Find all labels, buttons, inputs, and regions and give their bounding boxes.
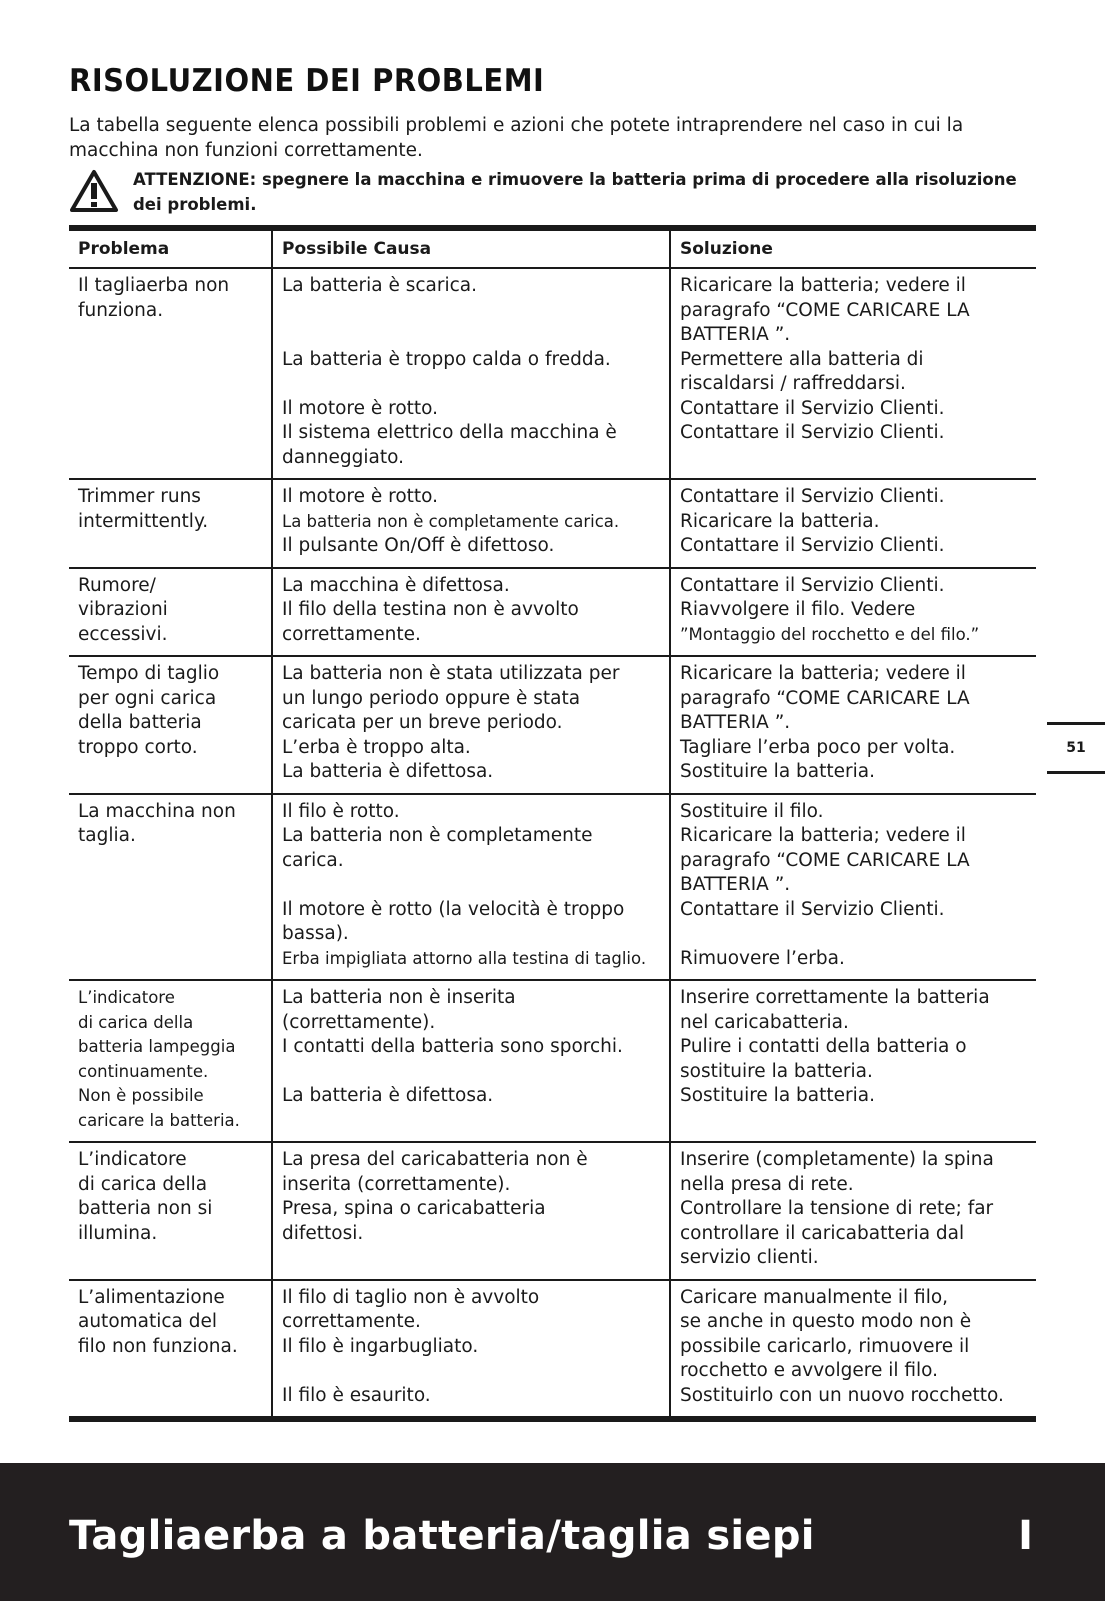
- header-cause: Possibile Causa: [272, 231, 670, 268]
- cell-cause: [272, 1280, 670, 1417]
- problem-line: di carica della: [78, 1012, 194, 1032]
- cause-line: La batteria non è inserita: [282, 987, 516, 1008]
- solution-line: Sostituire la batteria.: [680, 761, 875, 782]
- cell-solution: [670, 268, 1036, 479]
- table-body: [69, 268, 1036, 1416]
- cause-line: Erba impigliata attorno alla testina di taglio.: [282, 948, 647, 968]
- problem-line: troppo corto.: [78, 736, 198, 758]
- solution-line: Caricare manualmente il filo,: [680, 1286, 949, 1308]
- cell-problem: [69, 794, 272, 981]
- cause-line: La batteria è difettosa.: [282, 1085, 494, 1106]
- solution-line: possibile caricarlo, rimuovere il: [680, 1335, 970, 1357]
- cause-line: Il filo è esaurito.: [282, 1384, 431, 1406]
- cell-solution: [670, 980, 1036, 1142]
- cell-problem: [69, 1142, 272, 1280]
- problem-line: della batteria: [78, 712, 202, 733]
- solution-line: Contattare il Servizio Clienti.: [680, 535, 945, 556]
- solution-line: nella presa di rete.: [680, 1173, 854, 1195]
- warning-notice: [69, 167, 1029, 219]
- solution-line: Sostituirlo con un nuovo rocchetto.: [680, 1384, 1004, 1406]
- problem-line: L’indicatore: [78, 988, 175, 1007]
- cause-line: carica.: [282, 849, 344, 871]
- solution-line: Ricaricare la batteria; vedere il: [680, 275, 966, 296]
- cause-line: [282, 1359, 660, 1384]
- cell-problem: [69, 268, 272, 479]
- cause-line: L’erba è troppo alta.: [282, 736, 471, 758]
- cause-line: [282, 873, 660, 898]
- cause-line: I contatti della batteria sono sporchi.: [282, 1036, 623, 1057]
- cause-line: difettosi.: [282, 1222, 364, 1244]
- cause-line: Il filo di taglio non è avvolto: [282, 1286, 540, 1308]
- solution-line: Ricaricare la batteria; vedere il: [680, 663, 966, 684]
- table-row: [69, 479, 1036, 568]
- problem-line: funziona.: [78, 299, 164, 321]
- problem-line: L’alimentazione: [78, 1286, 225, 1308]
- page-title: RISOLUZIONE DEI PROBLEMI: [69, 62, 545, 99]
- problem-line: eccessivi.: [78, 623, 168, 645]
- cell-problem: [69, 656, 272, 794]
- solution-line: controllare il caricabatteria dal: [680, 1222, 965, 1244]
- problem-line: caricare la batteria.: [78, 1110, 240, 1130]
- problem-line: automatica del: [78, 1311, 218, 1332]
- problem-line: intermittently.: [78, 510, 209, 532]
- problem-line: di carica della: [78, 1173, 208, 1195]
- cause-line: un lungo periodo oppure è stata: [282, 687, 581, 709]
- table-row: [69, 656, 1036, 794]
- solution-line: nel caricabatteria.: [680, 1011, 849, 1033]
- solution-line: rocchetto e avvolgere il filo.: [680, 1360, 939, 1381]
- solution-line: ”Montaggio del rocchetto e del filo.”: [680, 624, 980, 644]
- solution-line: paragrafo “COME CARICARE LA: [680, 849, 970, 871]
- solution-line: Controllare la tensione di rete; far: [680, 1198, 994, 1219]
- solution-line: Contattare il Servizio Clienti.: [680, 574, 945, 596]
- warning-body: spegnere la macchina e rimuovere la batteria prima di procedere alla risoluzione dei problemi.: [133, 170, 1017, 214]
- cell-cause: [272, 656, 670, 794]
- cell-problem: [69, 1280, 272, 1417]
- cell-solution: [670, 1280, 1036, 1417]
- problem-line: Rumore/: [78, 574, 156, 596]
- cause-line: [282, 323, 660, 348]
- cause-line: danneggiato.: [282, 446, 405, 468]
- problem-line: batteria non si: [78, 1198, 213, 1219]
- solution-line: Contattare il Servizio Clienti.: [680, 397, 945, 419]
- problem-line: L’indicatore: [78, 1149, 187, 1170]
- cause-line: bassa).: [282, 923, 349, 944]
- solution-line: Tagliare l’erba poco per volta.: [680, 736, 956, 758]
- table-row: [69, 268, 1036, 479]
- solution-line: BATTERIA ”.: [680, 712, 791, 733]
- cell-solution: [670, 479, 1036, 568]
- cause-line: Il filo è ingarbugliato.: [282, 1335, 479, 1357]
- cause-line: La macchina è difettosa.: [282, 574, 510, 596]
- cell-cause: [272, 479, 670, 568]
- solution-line: Inserire (completamente) la spina: [680, 1149, 994, 1170]
- warning-label: ATTENZIONE:: [133, 170, 257, 189]
- cell-cause: [272, 794, 670, 981]
- intro-text: La tabella seguente elenca possibili problemi e azioni che potete intraprendere nel caso in cui la macchina non funzioni correttamente.: [69, 115, 964, 161]
- table-row: [69, 568, 1036, 657]
- cell-cause: [272, 980, 670, 1142]
- problem-line: vibrazioni: [78, 599, 168, 620]
- solution-line: Contattare il Servizio Clienti.: [680, 422, 945, 443]
- cause-line: [282, 372, 660, 397]
- cause-line: caricata per un breve periodo.: [282, 712, 563, 733]
- problem-line: taglia.: [78, 825, 136, 846]
- cell-problem: [69, 479, 272, 568]
- solution-line: Riavvolgere il filo. Vedere: [680, 599, 916, 620]
- problem-line: filo non funziona.: [78, 1335, 238, 1357]
- cause-line: Il motore è rotto.: [282, 486, 439, 507]
- solution-line: BATTERIA ”.: [680, 874, 791, 895]
- cell-cause: [272, 268, 670, 479]
- cell-problem: [69, 568, 272, 657]
- cell-cause: [272, 568, 670, 657]
- problem-line: La macchina non: [78, 800, 236, 822]
- solution-line: Ricaricare la batteria; vedere il: [680, 825, 966, 846]
- cause-line: Il sistema elettrico della macchina è: [282, 422, 617, 443]
- solution-line: Inserire correttamente la batteria: [680, 987, 990, 1008]
- solution-line: Rimuovere l’erba.: [680, 947, 845, 969]
- troubleshooting-table: [69, 225, 1036, 1422]
- solution-line: [680, 922, 1027, 947]
- solution-line: BATTERIA ”.: [680, 324, 791, 345]
- footer-bar: [0, 1463, 1105, 1601]
- cause-line: correttamente.: [282, 1311, 421, 1332]
- cause-line: [282, 1060, 660, 1085]
- cause-line: Il motore è rotto.: [282, 397, 439, 419]
- solution-line: Contattare il Servizio Clienti.: [680, 486, 945, 507]
- warning-triangle-icon: [69, 169, 119, 213]
- cell-solution: [670, 656, 1036, 794]
- header-solution: Soluzione: [670, 231, 1036, 268]
- table-row: [69, 1142, 1036, 1280]
- cause-line: Il motore è rotto (la velocità è troppo: [282, 898, 625, 920]
- cause-line: La batteria non è completamente carica.: [282, 511, 620, 531]
- table-header-row: [69, 231, 1036, 268]
- cause-line: La presa del caricabatteria non è: [282, 1149, 588, 1170]
- cause-line: La batteria è scarica.: [282, 275, 477, 296]
- cause-line: La batteria non è stata utilizzata per: [282, 663, 620, 684]
- cause-line: correttamente.: [282, 623, 421, 645]
- cause-line: (correttamente).: [282, 1011, 436, 1033]
- page-number: 51: [1047, 722, 1105, 774]
- cause-line: Presa, spina o caricabatteria: [282, 1198, 546, 1219]
- solution-line: se anche in questo modo non è: [680, 1311, 972, 1332]
- cause-line: inserita (correttamente).: [282, 1173, 511, 1195]
- problem-line: illumina.: [78, 1222, 158, 1244]
- solution-line: Sostituire la batteria.: [680, 1085, 875, 1106]
- solution-line: sostituire la batteria.: [680, 1060, 873, 1082]
- cell-solution: [670, 794, 1036, 981]
- cell-solution: [670, 1142, 1036, 1280]
- cause-line: La batteria è troppo calda o fredda.: [282, 348, 611, 370]
- solution-line: riscaldarsi / raffreddarsi.: [680, 373, 906, 394]
- cause-line: La batteria è difettosa.: [282, 761, 494, 782]
- solution-line: Ricaricare la batteria.: [680, 510, 880, 532]
- problem-line: Tempo di taglio: [78, 663, 220, 684]
- footer-title: Tagliaerba a batteria/taglia siepi: [69, 1513, 815, 1559]
- footer-language: I: [1018, 1513, 1033, 1559]
- table-row: [69, 1280, 1036, 1417]
- solution-line: paragrafo “COME CARICARE LA: [680, 687, 970, 709]
- header-problem: Problema: [69, 231, 272, 268]
- cell-solution: [670, 568, 1036, 657]
- table-row: [69, 980, 1036, 1142]
- cause-line: Il filo della testina non è avvolto: [282, 599, 579, 620]
- solution-line: Contattare il Servizio Clienti.: [680, 898, 945, 920]
- table-row: [69, 794, 1036, 981]
- cell-problem: [69, 980, 272, 1142]
- problem-line: Non è possibile: [78, 1086, 204, 1105]
- cause-line: La batteria non è completamente: [282, 825, 593, 846]
- problem-line: Trimmer runs: [78, 486, 201, 507]
- solution-line: Sostituire il filo.: [680, 800, 824, 822]
- cause-line: [282, 299, 660, 324]
- problem-line: batteria lampeggia: [78, 1037, 236, 1056]
- solution-line: servizio clienti.: [680, 1247, 819, 1268]
- problem-line: Il tagliaerba non: [78, 275, 230, 296]
- cause-line: Il pulsante On/Off è difettoso.: [282, 535, 555, 556]
- cause-line: Il filo è rotto.: [282, 800, 400, 822]
- problem-line: per ogni carica: [78, 687, 217, 709]
- solution-line: Pulire i contatti della batteria o: [680, 1036, 967, 1057]
- cell-cause: [272, 1142, 670, 1280]
- problem-line: continuamente.: [78, 1061, 209, 1081]
- warning-text: [133, 167, 1023, 217]
- solution-line: paragrafo “COME CARICARE LA: [680, 299, 970, 321]
- solution-line: Permettere alla batteria di: [680, 348, 924, 370]
